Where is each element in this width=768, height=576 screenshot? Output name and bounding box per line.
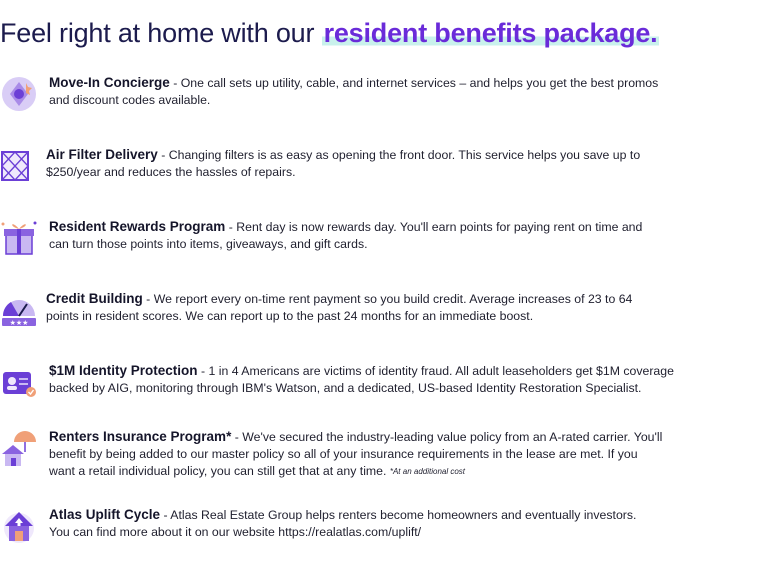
headline-highlight: resident benefits package. [323,18,658,48]
benefit-separator: - [197,364,209,378]
benefit-text [49,362,674,397]
benefit-asterisk: * [226,429,232,444]
benefit-title: $1M Identity Protection [49,363,198,378]
benefit-text [49,506,636,541]
page-headline [0,18,659,49]
benefit-text [49,428,662,480]
benefit-line1: We've secured the industry-leading value policy from an A-rated carrier. You'll [242,430,663,444]
benefit-line2: and discount codes available. [49,93,211,107]
benefit-renters-insurance [0,428,740,488]
benefit-separator: - [142,292,154,306]
benefit-title: Resident Rewards Program [49,219,226,234]
benefit-title: Renters Insurance Program [49,429,227,444]
identity-card-icon [0,362,38,402]
benefit-text [49,74,658,109]
benefit-line1: One call sets up utility, cable, and internet services – and helps you get the best promos [180,76,659,90]
benefit-line1: Changing filters is as easy as opening the front door. This service helps you save up to [168,148,641,162]
benefit-title: Credit Building [46,291,143,306]
benefit-separator: - [160,508,171,522]
additional-cost-note: *At an additional cost [389,467,466,476]
benefit-air-filter-delivery [0,146,740,206]
benefit-line2: benefit by being added to our master policy so all of your insurance requirements in the lease are met. If you [49,447,638,461]
benefit-title: Atlas Uplift Cycle [49,507,161,522]
benefit-separator: - [169,76,181,90]
benefit-text [49,218,642,253]
benefit-line2: You can find more about it on our website https://realatlas.com/uplift/ [49,525,422,539]
headline-lead: Feel right at home with our [0,18,322,48]
house-upgrade-icon [0,506,38,546]
svg-text:★★★: ★★★ [9,319,29,327]
benefit-line1: 1 in 4 Americans are victims of identity fraud. All adult leaseholders get $1M coverage [208,364,674,378]
benefit-line2: backed by AIG, monitoring through IBM's Watson, and a dedicated, US-based Identity Restoration Specialist. [49,381,642,395]
benefit-separator: - [225,220,237,234]
benefit-move-in-concierge [0,74,740,134]
benefit-line3: want a retail individual policy, you can still get that at any time. [49,464,387,478]
benefit-line1: Rent day is now rewards day. You'll earn points for paying rent on time and [236,220,643,234]
air-filter-icon [0,146,38,186]
benefit-line1: Atlas Real Estate Group helps renters become homeowners and eventually investors. [170,508,637,522]
credit-gauge-icon [0,290,38,330]
benefit-title: Move-In Concierge [49,75,170,90]
gift-icon [0,218,38,258]
benefit-separator: - [157,148,169,162]
benefit-line2: can turn those points into items, giveaways, and gift cards. [49,237,368,251]
umbrella-house-icon [0,428,38,468]
benefit-line2: $250/year and reduces the hassles of repairs. [46,165,296,179]
benefit-separator: - [231,430,243,444]
concierge-icon [0,74,38,114]
benefit-line1: We report every on-time rent payment so you build credit. Average increases of 23 to 64 [153,292,633,306]
benefit-atlas-uplift [0,506,740,566]
benefit-line2: points in resident scores. We can report up to the past 24 months for an immediate boost. [46,309,534,323]
benefit-credit-building [0,290,740,350]
benefit-identity-protection [0,362,740,422]
benefit-text [46,146,640,181]
benefit-title: Air Filter Delivery [46,147,158,162]
benefit-resident-rewards [0,218,740,278]
benefit-text [46,290,632,325]
